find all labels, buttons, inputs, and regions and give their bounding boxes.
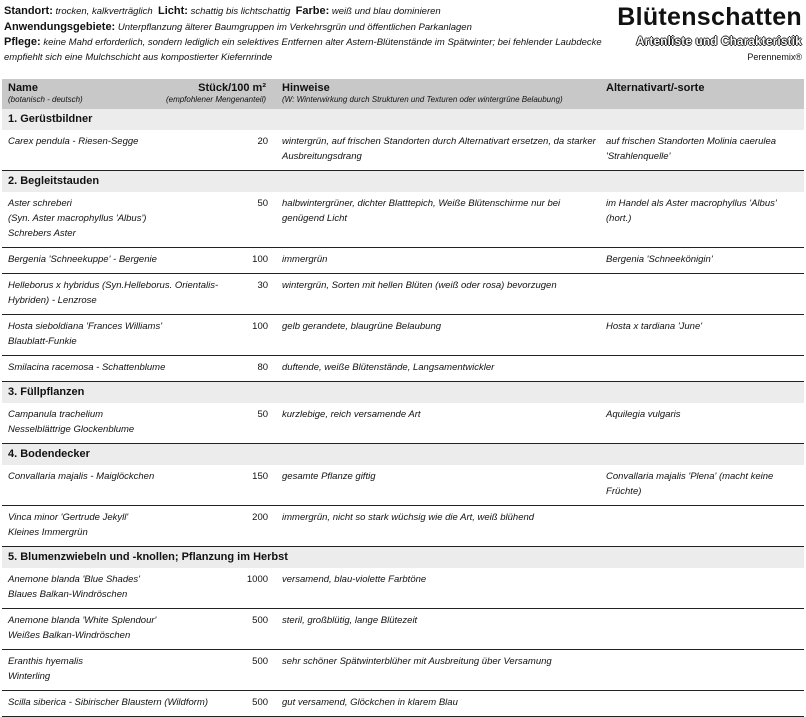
col-notes-label: Hinweise	[282, 82, 330, 94]
cell-alternative: Hosta x tardiana 'June'	[600, 315, 804, 356]
table-row	[2, 130, 804, 171]
anwendung-value: Unterpflanzung älterer Baumgruppen im Verkehrsgrün und öffentlichen Parkanlagen	[117, 21, 472, 33]
header-alt	[600, 79, 804, 109]
table-row	[2, 650, 804, 691]
count-value: 50	[257, 198, 269, 209]
pflege-value: keine Mahd erforderlich, sondern lediglich ein selektives Entfernen alter Astern-Blütenstände im Spätwinter; bei fehlender Laubdecke empfiehlt sich eine Mulchschicht aus kompostierter Kiefernrinde	[4, 37, 602, 63]
count-value: 30	[257, 280, 269, 291]
page-title: Blütenschatten	[617, 3, 802, 31]
count-value: 500	[252, 697, 269, 708]
cell-plant-name: 100 Hosta sieboldiana 'Frances Williams' Blaublatt-Funkie	[2, 315, 272, 356]
cell-alternative: im Handel als Aster macrophyllus 'Albus' (hort.)	[600, 192, 804, 248]
cell-alternative: Aquilegia vulgaris	[600, 403, 804, 444]
cell-notes: duftende, weiße Blütenstände, Langsamentwickler	[272, 356, 600, 382]
cell-alternative	[600, 274, 804, 315]
cell-notes: wintergrün, Sorten mit hellen Blüten (weiß oder rosa) bevorzugen	[272, 274, 600, 315]
count-value: 20	[257, 136, 269, 147]
table-row	[2, 691, 804, 717]
cell-notes: halbwintergrüner, dichter Blatttepich, Weiße Blütenschirme nur bei genügend Licht	[272, 192, 600, 248]
table-row	[2, 356, 804, 382]
table-row	[2, 609, 804, 650]
cell-alternative: Convallaria majalis 'Plena' (macht keine Früchte)	[600, 465, 804, 506]
count-value: 50	[257, 409, 269, 420]
cell-alternative	[600, 506, 804, 547]
plant-table	[2, 79, 804, 717]
table-row	[2, 403, 804, 444]
count-value: 1000	[246, 574, 269, 585]
group-title: 4. Bodendecker	[2, 444, 804, 466]
group-header-row	[2, 171, 804, 193]
cell-alternative	[600, 568, 804, 609]
table-row	[2, 315, 804, 356]
cell-plant-name: 50 Campanula trachelium Nesselblättrige Glockenblume	[2, 403, 272, 444]
col-name-sub: (botanisch - deutsch)	[8, 95, 83, 104]
count-value: 100	[252, 321, 269, 332]
cell-plant-name: 80 Smilacina racemosa - Schattenblume	[2, 356, 272, 382]
table-row	[2, 192, 804, 248]
cell-plant-name: 1000 Anemone blanda 'Blue Shades' Blaues Balkan-Windröschen	[2, 568, 272, 609]
brand-block	[617, 2, 802, 64]
count-value: 500	[252, 656, 269, 667]
site-conditions-line	[4, 4, 604, 20]
cell-notes: gelb gerandete, blaugrüne Belaubung	[272, 315, 600, 356]
group-title: 5. Blumenzwiebeln und -knollen; Pflanzung im Herbst	[2, 547, 804, 569]
col-alt-label: Alternativart/-sorte	[606, 82, 705, 94]
cell-plant-name: 500 Eranthis hyemalis Winterling	[2, 650, 272, 691]
group-header-row	[2, 109, 804, 130]
count-value: 150	[252, 471, 269, 482]
group-header-row	[2, 444, 804, 466]
cell-alternative: Bergenia 'Schneekönigin'	[600, 248, 804, 274]
table-row	[2, 568, 804, 609]
count-value: 200	[252, 512, 269, 523]
cell-plant-name: 200 Vinca minor 'Gertrude Jekyll' Kleines Immergrün	[2, 506, 272, 547]
cell-plant-name: 50 Aster schreberi (Syn. Aster macrophyllus 'Albus') Schrebers Aster	[2, 192, 272, 248]
cell-notes: wintergrün, auf frischen Standorten durch Alternativart ersetzen, da starker Ausbreitungsdrang	[272, 130, 600, 171]
anwendung-label: Anwendungsgebiete:	[4, 20, 116, 33]
col-name-label: Name	[8, 82, 38, 94]
group-title: 3. Füllpflanzen	[2, 382, 804, 404]
table-header	[2, 79, 804, 109]
group-title: 1. Gerüstbildner	[2, 109, 804, 130]
table-row	[2, 506, 804, 547]
group-header-row	[2, 382, 804, 404]
col-notes-sub: (W: Winterwirkung durch Strukturen und Texturen oder wintergrüne Belaubung)	[282, 95, 563, 104]
cell-alternative	[600, 356, 804, 382]
table-row	[2, 465, 804, 506]
page-subtitle: Artenliste und Charakteristik	[636, 36, 802, 48]
cell-notes: immergrün	[272, 248, 600, 274]
cell-alternative	[600, 691, 804, 717]
cell-alternative	[600, 609, 804, 650]
licht-value: schattig bis lichtschattig	[190, 6, 291, 17]
group-header-row	[2, 547, 804, 569]
header-notes	[272, 79, 600, 109]
cell-notes: sehr schöner Spätwinterblüher mit Ausbreitung über Versamung	[272, 650, 600, 691]
cell-alternative: auf frischen Standorten Molinia caerulea 'Strahlenquelle'	[600, 130, 804, 171]
farbe-label: Farbe:	[295, 5, 330, 17]
cell-notes: gesamte Pflanze giftig	[272, 465, 600, 506]
count-value: 500	[252, 615, 269, 626]
table-body	[2, 109, 804, 717]
col-count-sub: (empfohlener Mengenanteil)	[165, 95, 267, 104]
group-title: 2. Begleitstauden	[2, 171, 804, 193]
licht-label: Licht:	[157, 5, 188, 17]
standort-value: trocken, kalkverträglich	[55, 6, 153, 17]
cell-plant-name: 30 Helleborus x hybridus (Syn.Helleborus. Orientalis-Hybriden) - Lenzrose	[2, 274, 272, 315]
application-line	[4, 20, 604, 36]
cell-plant-name: 20 Carex pendula - Riesen-Segge	[2, 130, 272, 171]
table-row	[2, 274, 804, 315]
count-value: 100	[252, 254, 269, 265]
site-info	[4, 4, 604, 65]
table-row	[2, 248, 804, 274]
cell-notes: steril, großblütig, lange Blütezeit	[272, 609, 600, 650]
cell-plant-name: 500 Scilla siberica - Sibirischer Blaustern (Wildform)	[2, 691, 272, 717]
count-value: 80	[257, 362, 269, 373]
brand-mark: Perennemix®	[747, 52, 802, 62]
cell-plant-name: 150 Convallaria majalis - Maiglöckchen	[2, 465, 272, 506]
care-line	[4, 35, 604, 65]
farbe-value: weiß und blau dominieren	[331, 6, 441, 17]
col-count-label: Stück/100 m²	[198, 82, 267, 94]
cell-alternative	[600, 650, 804, 691]
header-name-count	[2, 79, 272, 109]
cell-notes: gut versamend, Glöckchen in klarem Blau	[272, 691, 600, 717]
cell-notes: immergrün, nicht so stark wüchsig wie die Art, weiß blühend	[272, 506, 600, 547]
cell-plant-name: 500 Anemone blanda 'White Splendour' Weißes Balkan-Windröschen	[2, 609, 272, 650]
standort-label: Standort:	[4, 5, 53, 17]
cell-notes: versamend, blau-violette Farbtöne	[272, 568, 600, 609]
cell-notes: kurzlebige, reich versamende Art	[272, 403, 600, 444]
pflege-label: Pflege:	[4, 36, 41, 48]
cell-plant-name: 100 Bergenia 'Schneekuppe' - Bergenie	[2, 248, 272, 274]
